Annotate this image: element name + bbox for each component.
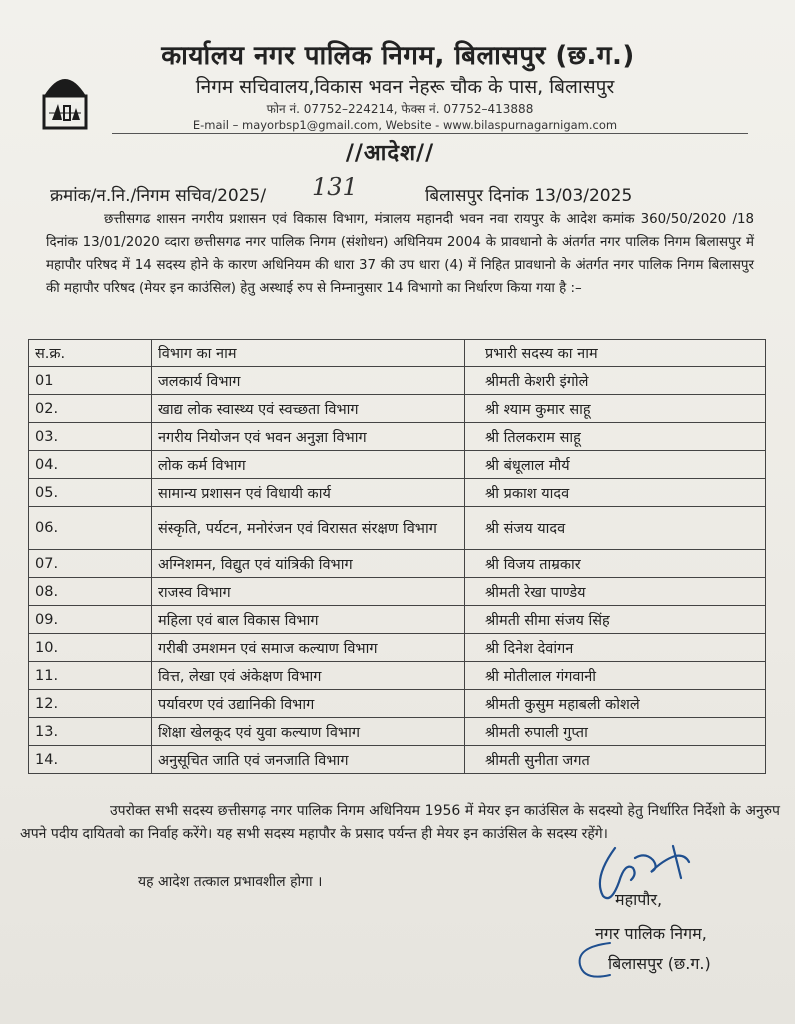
table-row [29,395,766,423]
row-member: श्रीमती सीमा संजय सिंह [465,606,766,634]
handwritten-order-number: 131 [312,173,358,201]
table-row [29,423,766,451]
row-serial: 14. [29,746,152,774]
closing-paragraph: उपरोक्त सभी सदस्य छत्तीसगढ़ नगर पालिक निगम अधिनियम 1956 में मेयर इन काउंसिल के सदस्यो हेतु निर्धारित निर्देशो के अनुरुप अपने पदीय दायितवो का निर्वाह करेंगे। यह सभी सदस्य महापौर के प्रसाद पर्यन्त ही मेयर इन काउंसिल के सदस्य रहेंगे। [20,803,780,842]
signatory-organization: नगर पालिक निगम, [595,924,707,943]
table-row [29,718,766,746]
row-member: श्रीमती केशरी इंगोले [465,367,766,395]
row-department: अनुसूचित जाति एवं जनजाति विभाग [152,746,465,774]
reference-date: बिलासपुर दिनांक 13/03/2025 [425,186,633,206]
table-row [29,451,766,479]
table-row [29,606,766,634]
row-member: श्री श्याम कुमार साहू [465,395,766,423]
row-department: पर्यावरण एवं उद्यानिकी विभाग [152,690,465,718]
row-department: संस्कृति, पर्यटन, मनोरंजन एवं विरासत संरक्षण विभाग [152,507,465,550]
effect-statement: यह आदेश तत्काल प्रभावशील होगा । [138,874,323,890]
row-member: श्रीमती सुनीता जगत [465,746,766,774]
row-member: श्रीमती कुसुम महाबली कोशले [465,690,766,718]
row-member: श्री बंधूलाल मौर्य [465,451,766,479]
header-serial: स.क्र. [29,340,152,367]
row-serial: 06. [29,507,152,550]
reference-number: क्रमांक/न.नि./निगम सचिव/2025/ [50,186,267,206]
row-member: श्री संजय यादव [465,507,766,550]
row-serial: 11. [29,662,152,690]
row-serial: 08. [29,578,152,606]
municipal-emblem-icon [40,66,90,132]
row-department: सामान्य प्रशासन एवं विधायी कार्य [152,479,465,507]
office-email: E-mail – mayorbsp1@gmail.com, Website - www.bilaspurnagarnigam.com [192,118,618,132]
row-member: श्रीमती रेखा पाण्डेय [465,578,766,606]
row-department: खाद्य लोक स्वास्थ्य एवं स्वच्छता विभाग [152,395,465,423]
row-serial: 02. [29,395,152,423]
row-serial: 07. [29,550,152,578]
row-serial: 12. [29,690,152,718]
header-divider [112,133,748,134]
row-department: वित्त, लेखा एवं अंकेक्षण विभाग [152,662,465,690]
department-table [28,339,766,774]
table-row [29,634,766,662]
row-member: श्रीमती रुपाली गुप्ता [465,718,766,746]
office-phone: फोन नं. 07752–224214, फेक्स नं. 07752–413888 [266,102,534,116]
row-serial: 09. [29,606,152,634]
row-member: श्री तिलकराम साहू [465,423,766,451]
row-department: शिक्षा खेलकूद एवं युवा कल्याण विभाग [152,718,465,746]
office-address: निगम सचिवालय,विकास भवन नेहरू चौक के पास, बिलासपुर [195,76,615,98]
table-row [29,662,766,690]
table-row [29,550,766,578]
row-member: श्री मोतीलाल गंगवानी [465,662,766,690]
table-row [29,690,766,718]
signatory-title: महापौर, [615,890,663,909]
row-serial: 03. [29,423,152,451]
row-department: गरीबी उमशमन एवं समाज कल्याण विभाग [152,634,465,662]
table-row [29,507,766,550]
row-serial: 10. [29,634,152,662]
row-department: महिला एवं बाल विकास विभाग [152,606,465,634]
row-department: जलकार्य विभाग [152,367,465,395]
signature-flourish [570,935,620,985]
row-serial: 13. [29,718,152,746]
table-row [29,367,766,395]
header-member: प्रभारी सदस्य का नाम [465,340,766,367]
order-title: //आदेश// [345,141,435,166]
row-department: अग्निशमन, विद्युत एवं यांत्रिकी विभाग [152,550,465,578]
row-department: लोक कर्म विभाग [152,451,465,479]
table-row [29,578,766,606]
header-department: विभाग का नाम [152,340,465,367]
row-member: श्री प्रकाश यादव [465,479,766,507]
signatory-city: बिलासपुर (छ.ग.) [608,954,711,973]
table-row [29,479,766,507]
row-department: नगरीय नियोजन एवं भवन अनुज्ञा विभाग [152,423,465,451]
row-department: राजस्व विभाग [152,578,465,606]
row-member: श्री दिनेश देवांगन [465,634,766,662]
row-serial: 05. [29,479,152,507]
row-member: श्री विजय ताम्रकार [465,550,766,578]
table-row [29,746,766,774]
row-serial: 01 [29,367,152,395]
intro-paragraph: छत्तीसगढ शासन नगरीय प्रशासन एवं विकास विभाग, मंत्रालय महानदी भवन नवा रायपुर के आदेश कमांक 360/50/2020 /18 दिनांक 13/01/2020 व्दारा छत्तीसगढ नगर पालिक निगम (संशोधन) अधिनियम 2004 के प्रावधानो के अंतर्गत नगर पालिक निगम बिलासपुर में महापौर परिषद में 14 सदस्य होने के कारण अधिनियम की धारा 37 की उप धारा (4) में निहित प्रावधानो के अंतर्गत नगर पालिक निगम बिलासपुर की महापौर परिषद (मेयर इन काउंसिल) हेतु अस्थाई रुप से निम्नानुसार 14 विभागो का निर्धारण किया गया है :– [46,212,754,296]
table-header-row [29,340,766,367]
office-title: कार्यालय नगर पालिक निगम, बिलासपुर (छ.ग.) [161,41,635,71]
row-serial: 04. [29,451,152,479]
